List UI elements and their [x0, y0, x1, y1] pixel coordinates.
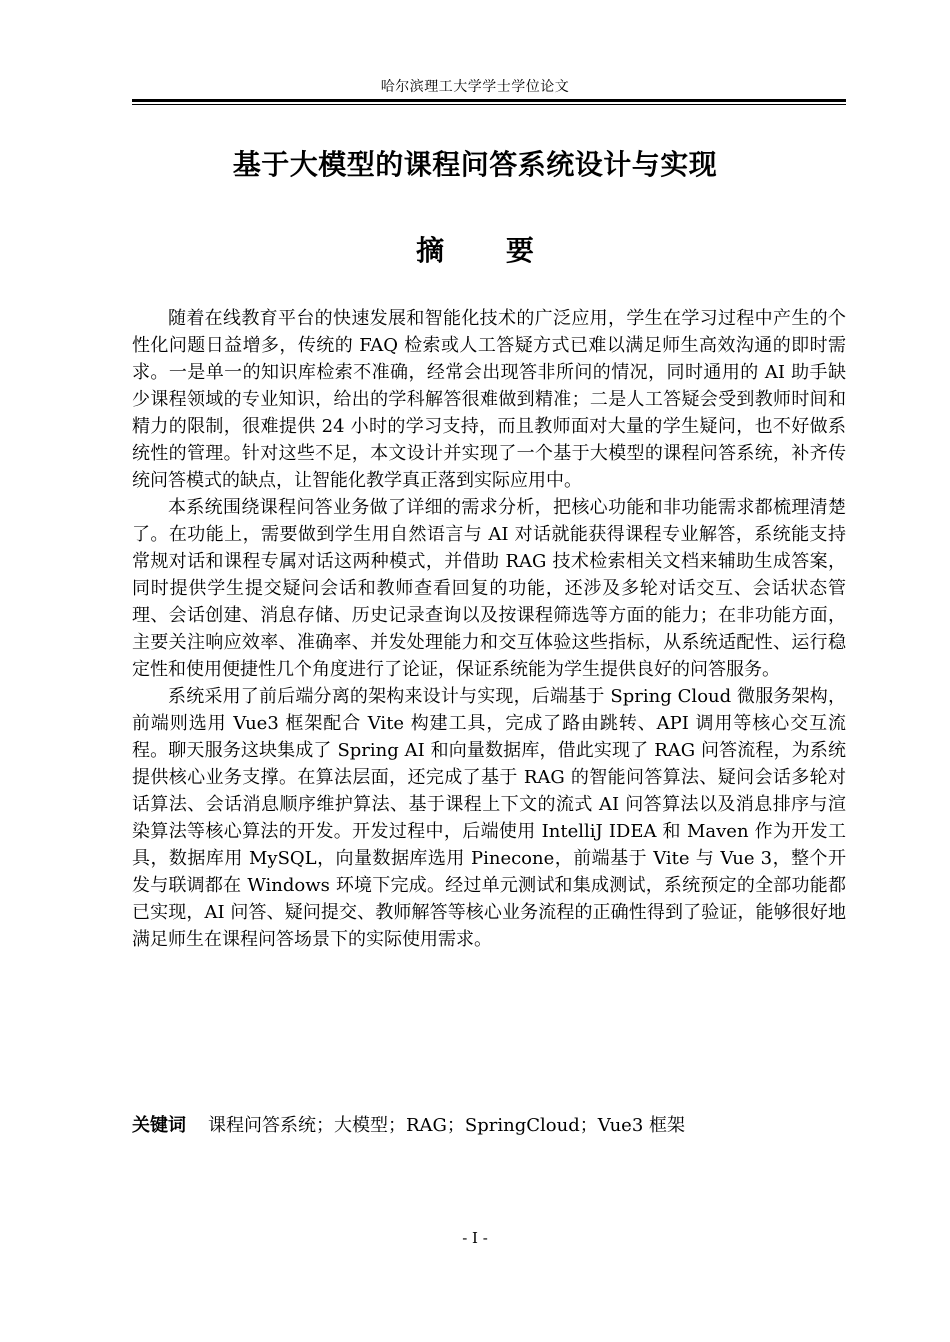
page-number: - I - [462, 1229, 488, 1247]
abstract-body [132, 305, 846, 953]
running-header: 哈尔滨理工大学学士学位论文 [380, 79, 570, 95]
abstract-paragraph-3: 系统采用了前后端分离的架构来设计与实现，后端基于 Spring Cloud 微服务架构，前端则选用 Vue3 框架配合 Vite 构建工具，完成了路由跳转、API 调用等核心交互流程。聊天服务这块集成了 Spring AI 和向量数据库，借此实现了 RAG 问答流程，为系统提供核心业务支撑。在算法层面，还完成了基于 RAG 的智能问答算法、疑问会话多轮对话算法、会话消息顺序维护算法、基于课程上下文的流式 AI 问答算法以及消息排序与渲染算法等核心算法的开发。开发过程中，后端使用 IntelliJ IDEA 和 Maven 作为开发工具，数据库用 MySQL，向量数据库选用 Pinecone，前端基于 Vite 与 Vue 3，整个开发与联调都在 Windows 环境下完成。经过单元测试和集成测试，系统预定的全部功能都已实现，AI 问答、疑问提交、教师解答等核心业务流程的正确性得到了验证，能够很好地满足师生在课程问答场景下的实际使用需求。 [132, 686, 846, 950]
header-rule-thick [132, 99, 846, 102]
keywords-line [132, 1112, 846, 1139]
abstract-heading: 摘 要 [416, 234, 560, 267]
thesis-title: 基于大模型的课程问答系统设计与实现 [232, 148, 718, 181]
abstract-paragraph-1: 随着在线教育平台的快速发展和智能化技术的广泛应用，学生在学习过程中产生的个性化问题日益增多，传统的 FAQ 检索或人工答疑方式已难以满足师生高效沟通的即时需求。一是单一的知识库检索不准确，经常会出现答非所问的情况，同时通用的 AI 助手缺少课程领域的专业知识，给出的学科解答很难做到精准；二是人工答疑会受到教师时间和精力的限制，很难提供 24 小时的学习支持，而且教师面对大量的学生疑问，也不好做系统性的管理。针对这些不足，本文设计并实现了一个基于大模型的课程问答系统，补齐传统问答模式的缺点，让智能化教学真正落到实际应用中。 [132, 308, 846, 491]
keywords-label: 关键词 [132, 1115, 186, 1136]
header-rule-thin [132, 104, 846, 105]
abstract-paragraph-2: 本系统围绕课程问答业务做了详细的需求分析，把核心功能和非功能需求都梳理清楚了。在功能上，需要做到学生用自然语言与 AI 对话就能获得课程专业解答，系统能支持常规对话和课程专属对话这两种模式，并借助 RAG 技术检索相关文档来辅助生成答案，同时提供学生提交疑问会话和教师查看回复的功能，还涉及多轮对话交互、会话状态管理、会话创建、消息存储、历史记录查询以及按课程筛选等方面的能力；在非功能方面，主要关注响应效率、准确率、并发处理能力和交互体验这些指标，从系统适配性、运行稳定性和使用便捷性几个角度进行了论证，保证系统能为学生提供良好的问答服务。 [132, 497, 846, 680]
keywords-text: 课程问答系统；大模型；RAG；SpringCloud；Vue3 框架 [208, 1115, 686, 1136]
